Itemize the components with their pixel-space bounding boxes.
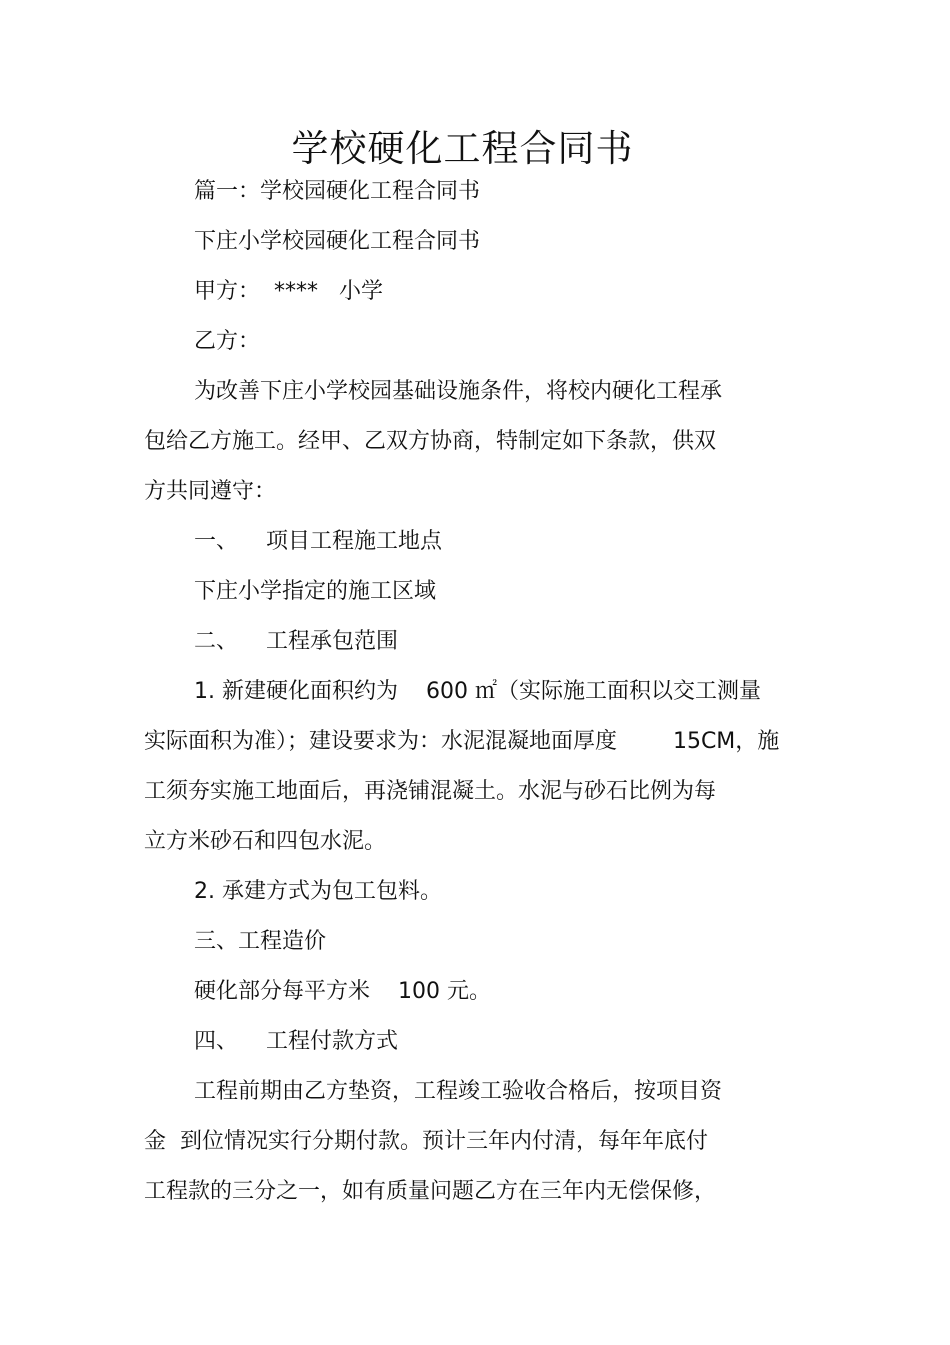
text-line-clause-3-body: 硬化部分每平方米 100 元。 bbox=[194, 979, 491, 1004]
text-line-clause-2-item-2: 2. 承建方式为包工包料。 bbox=[194, 879, 442, 904]
text-line-contract-name: 下庄小学校园硬化工程合同书 bbox=[194, 229, 481, 254]
text-line-clause-2-item-1c: 工须夯实施工地面后，再浇铺混凝土。水泥与砂石比例为每 bbox=[144, 779, 717, 804]
text-line-clause-4-heading: 四、 工程付款方式 bbox=[194, 1029, 398, 1054]
text-line-party-b: 乙方： bbox=[194, 329, 261, 354]
text-line-clause-2-item-1d: 立方米砂石和四包水泥。 bbox=[144, 829, 387, 854]
text-line-clause-4-body-3: 工程款的三分之一，如有质量问题乙方在三年内无偿保修， bbox=[144, 1179, 717, 1204]
text-line-clause-1-body: 下庄小学指定的施工区域 bbox=[194, 579, 437, 604]
document-title: 学校硬化工程合同书 bbox=[291, 127, 634, 170]
text-line-intro-1: 为改善下庄小学校园基础设施条件，将校内硬化工程承 bbox=[194, 379, 723, 404]
text-line-clause-3-heading: 三、工程造价 bbox=[194, 929, 327, 954]
text-line-party-a: 甲方： **** 小学 bbox=[194, 279, 383, 304]
text-line-intro-2: 包给乙方施工。经甲、乙双方协商，特制定如下条款，供双 bbox=[144, 429, 717, 454]
text-line-clause-1-heading: 一、 项目工程施工地点 bbox=[194, 529, 442, 554]
text-line-clause-2-item-1a: 1. 新建硬化面积约为 600 ㎡（实际施工面积以交工测量 bbox=[194, 679, 761, 704]
text-line-intro-3: 方共同遵守： bbox=[144, 479, 277, 504]
text-line-clause-4-body-1: 工程前期由乙方垫资，工程竣工验收合格后，按项目资 bbox=[194, 1079, 723, 1104]
text-line-clause-2-item-1b: 实际面积为准）；建设要求为：水泥混凝地面厚度 15CM，施 bbox=[144, 729, 780, 754]
text-line-clause-4-body-2: 金 到位情况实行分期付款。预计三年内付清，每年年底付 bbox=[144, 1129, 708, 1154]
text-line-clause-2-heading: 二、 工程承包范围 bbox=[194, 629, 398, 654]
text-line-section-heading: 篇一：学校园硬化工程合同书 bbox=[194, 179, 481, 204]
